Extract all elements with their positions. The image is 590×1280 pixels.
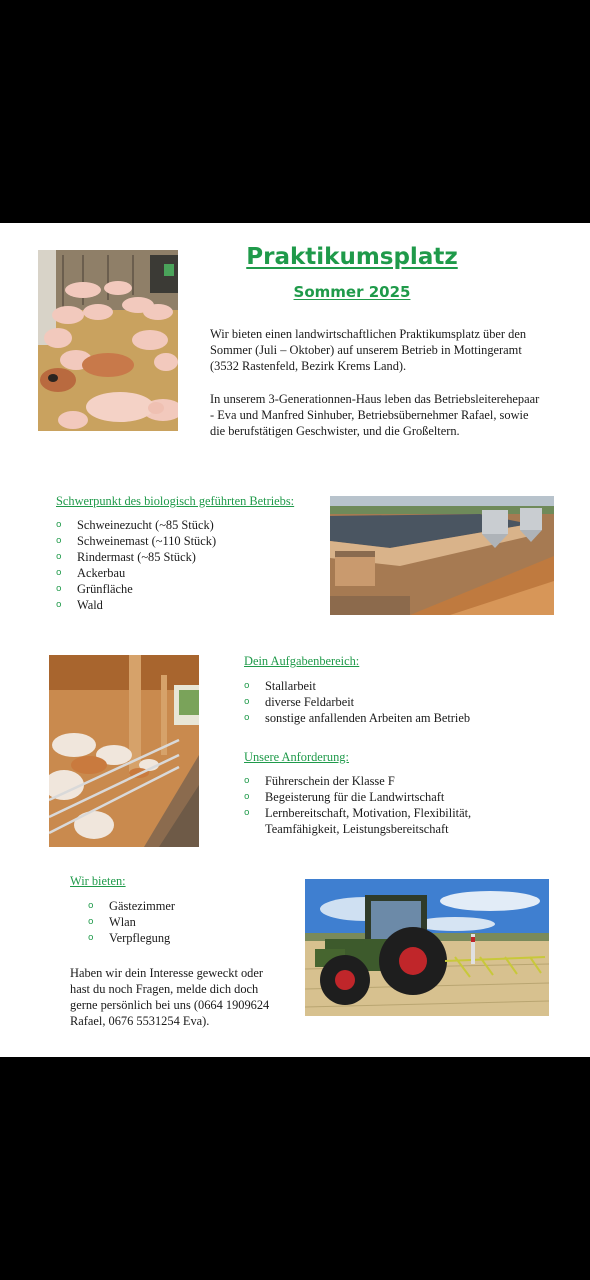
list-item	[88, 898, 268, 914]
intro-paragraph-1: Wir bieten einen landwirtschaftlichen Praktikumsplatz über den Sommer (Juli – Oktober) auf unserem Betrieb in Mottingeramt (3532 Rastenfeld, Bezirk Krems Land).	[210, 327, 527, 373]
cattle-barn-photo	[49, 655, 199, 847]
pigs-photo	[38, 250, 178, 431]
list-item	[244, 694, 544, 710]
list-item-label: sonstige anfallenden Arbeiten am Betrieb	[265, 711, 471, 725]
page-subtitle: Sommer 2025	[293, 283, 411, 301]
list-item-label: Führerschein der Klasse F	[265, 774, 395, 788]
bullet-icon: o	[56, 536, 62, 546]
list-item-label: Ackerbau	[77, 566, 126, 580]
bullet-icon: o	[56, 600, 62, 610]
list-item	[56, 533, 316, 549]
farm-buildings-photo	[330, 496, 554, 615]
list-item-label: Schweinezucht (~85 Stück)	[77, 518, 214, 532]
list-item-label: Rindermast (~85 Stück)	[77, 550, 196, 564]
list-item	[56, 549, 316, 565]
list-item	[56, 597, 316, 613]
bullet-icon: o	[56, 552, 62, 562]
list-item-label: Schweinemast (~110 Stück)	[77, 534, 217, 548]
list-item-label: Stallarbeit	[265, 679, 316, 693]
flyer-page	[0, 223, 590, 1057]
bullet-icon: o	[244, 792, 250, 802]
list-item	[88, 914, 268, 930]
list-item-label: diverse Feldarbeit	[265, 695, 355, 709]
bullet-icon: o	[56, 568, 62, 578]
bullet-icon: o	[88, 917, 94, 927]
list-item	[244, 805, 499, 837]
list-item-label: Grünfläche	[77, 582, 133, 596]
list-item	[56, 565, 316, 581]
bullet-icon: o	[244, 697, 250, 707]
list-item	[56, 581, 316, 597]
list-item	[88, 930, 268, 946]
bullet-icon: o	[244, 776, 250, 786]
list-item	[244, 789, 499, 805]
list-item	[244, 678, 544, 694]
bullet-icon: o	[88, 933, 94, 943]
tractor-photo	[305, 879, 549, 1016]
tasks-heading: Dein Aufgabenbereich:	[244, 654, 360, 668]
list-item-label: Lernbereitschaft, Motivation, Flexibilität, Teamfähigkeit, Leistungsbereitschaft	[265, 806, 472, 836]
list-item-label: Wald	[77, 598, 103, 612]
bullet-icon: o	[56, 584, 62, 594]
bullet-icon: o	[244, 713, 250, 723]
list-item-label: Gästezimmer	[109, 899, 176, 913]
list-item-label: Begeisterung für die Landwirtschaft	[265, 790, 445, 804]
offer-list	[88, 898, 268, 946]
list-item	[56, 517, 316, 533]
focus-heading: Schwerpunkt des biologisch geführten Betriebs:	[56, 494, 295, 508]
list-item-label: Wlan	[109, 915, 136, 929]
offer-heading: Wir bieten:	[70, 874, 126, 888]
intro-paragraph-2: In unserem 3-Generationnen-Haus leben das Betriebsleiterehepaar - Eva und Manfred Sinhuber, Betriebsübernehmer Rafael, sowie die berufstätigen Geschwister, und die Großeltern.	[210, 392, 540, 438]
list-item	[244, 710, 544, 726]
list-item-label: Verpflegung	[109, 931, 171, 945]
bullet-icon: o	[244, 681, 250, 691]
bullet-icon: o	[244, 808, 250, 818]
list-item	[244, 773, 499, 789]
contact-paragraph: Haben wir dein Interesse geweckt oder hast du noch Fragen, melde dich doch gerne persönlich bei uns (0664 1909624 Rafael, 0676 5531254 Eva).	[70, 966, 270, 1028]
bullet-icon: o	[88, 901, 94, 911]
focus-list	[56, 517, 316, 613]
page-title: Praktikumsplatz	[246, 244, 458, 270]
requirements-list	[244, 773, 499, 837]
requirements-heading: Unsere Anforderung:	[244, 750, 349, 764]
bullet-icon: o	[56, 520, 62, 530]
tasks-list	[244, 678, 544, 726]
